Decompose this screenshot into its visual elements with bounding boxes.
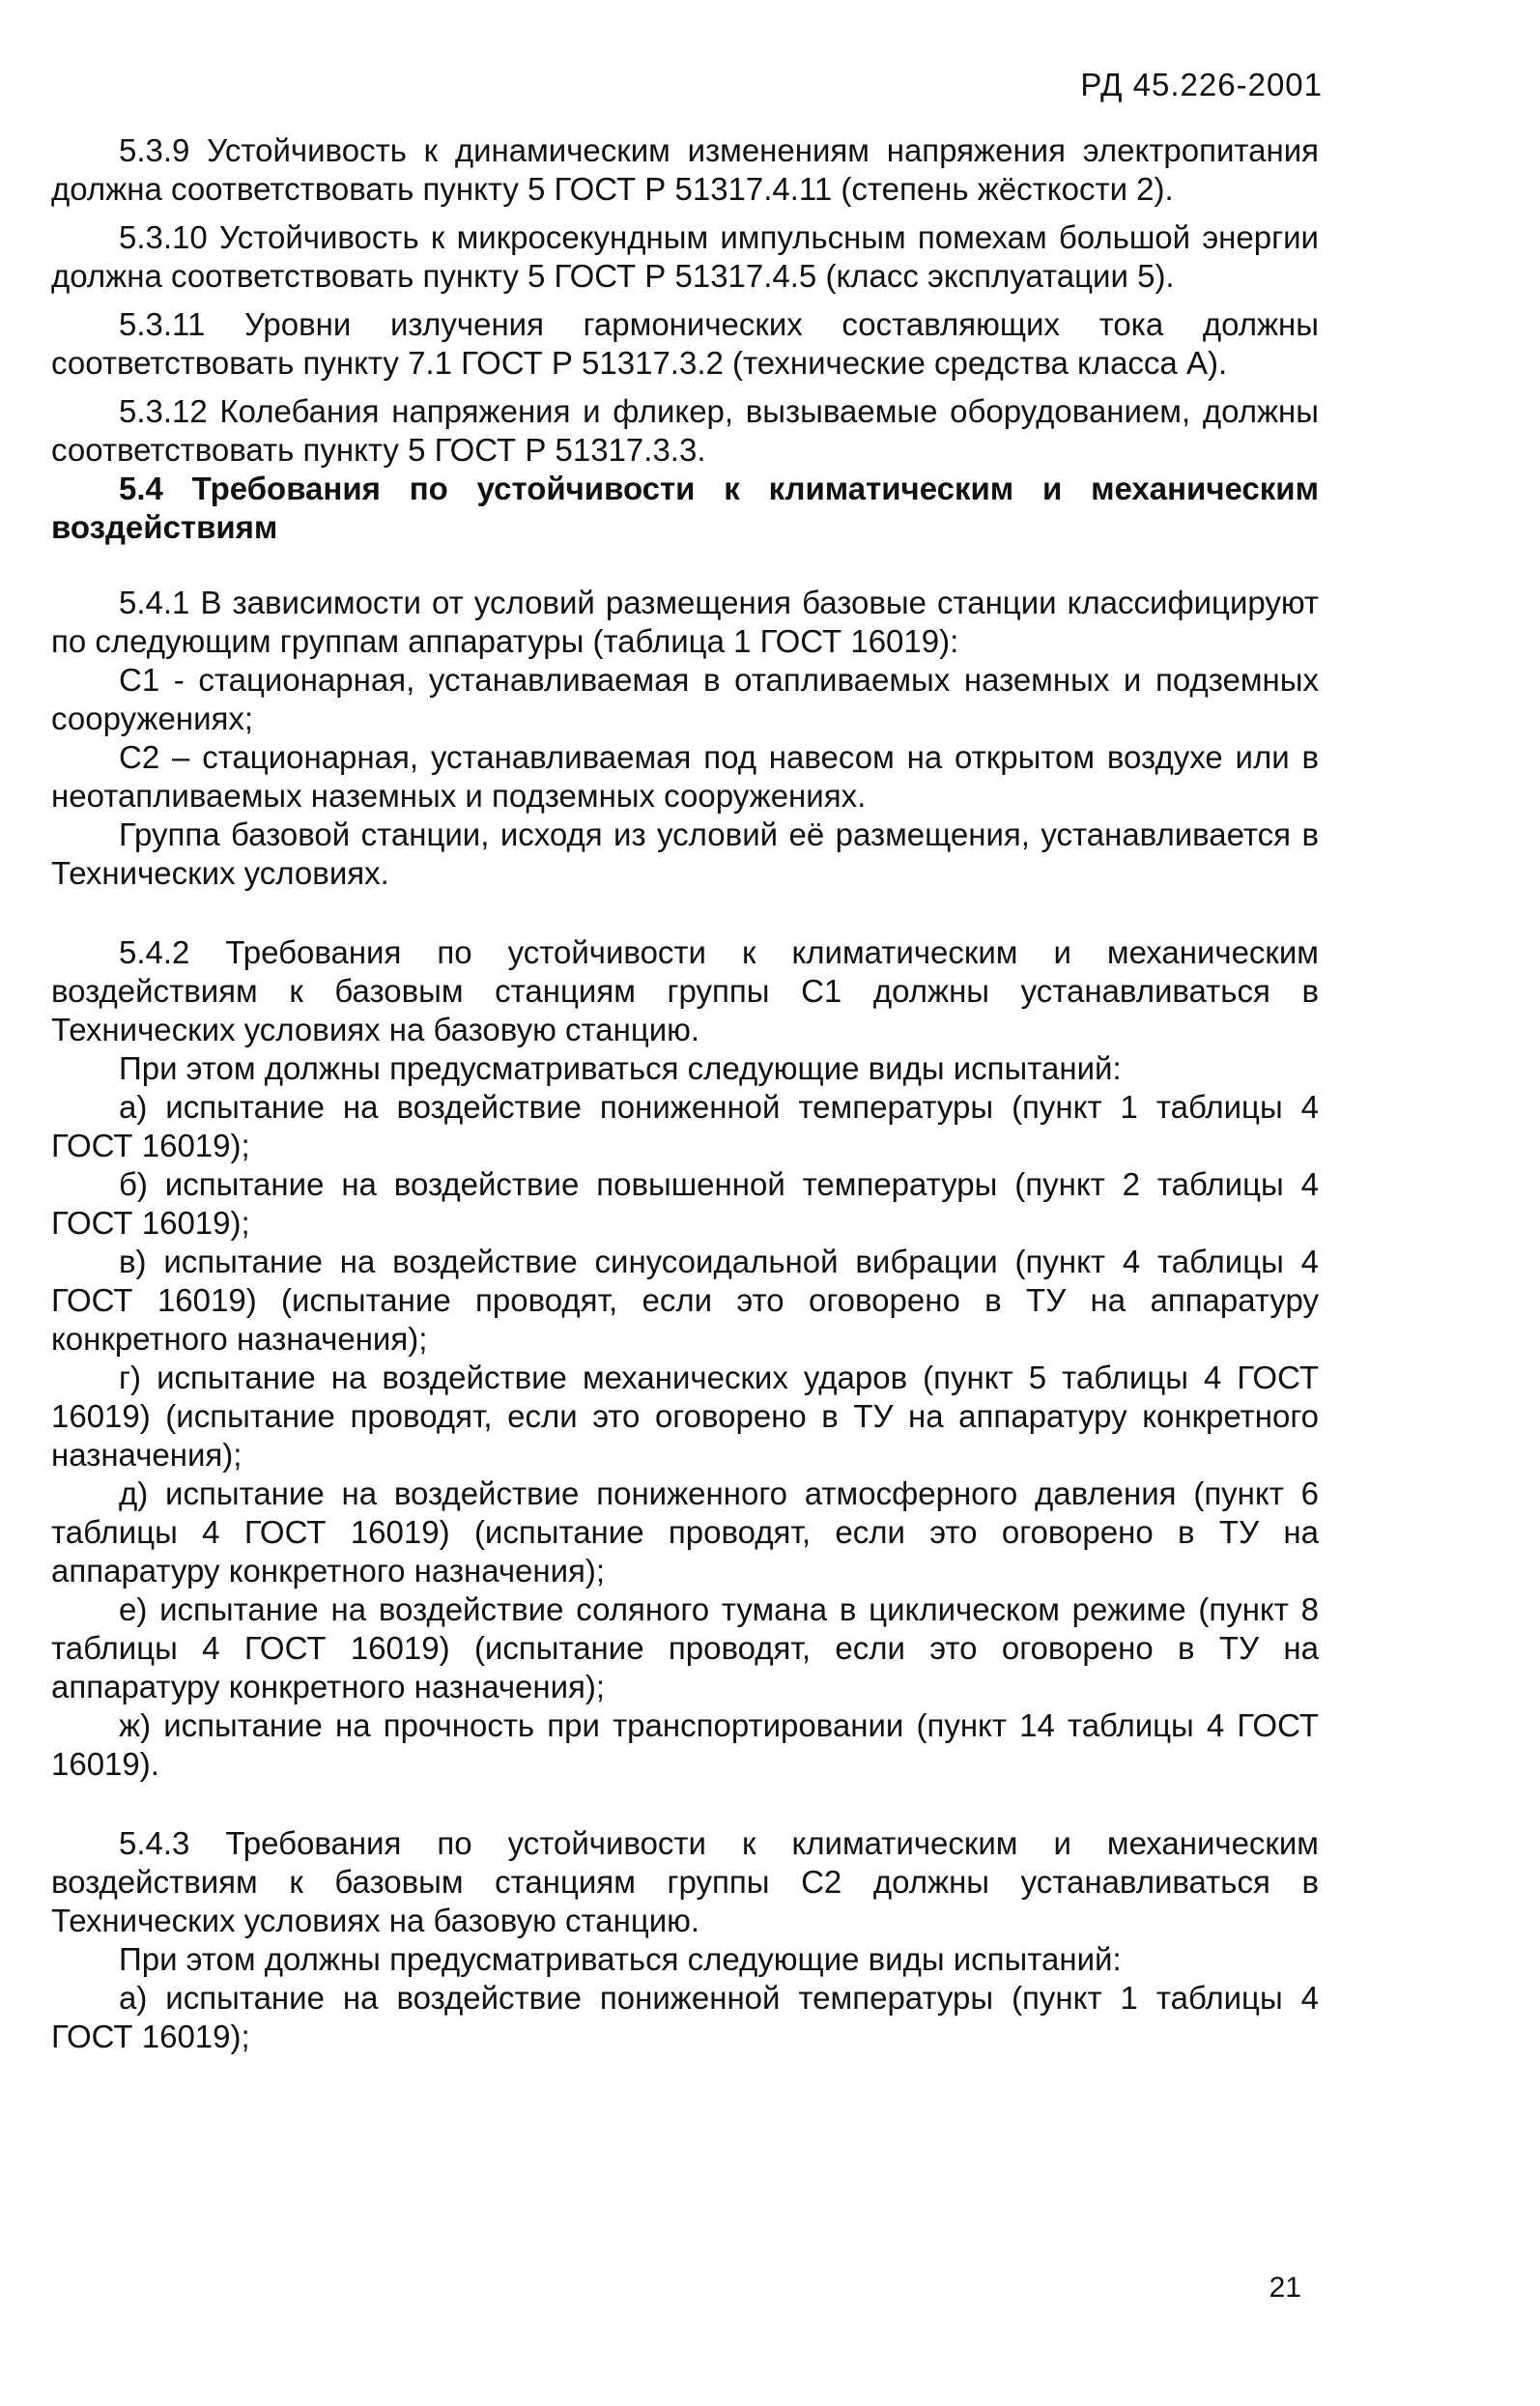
document-code: РД 45.226-2001 (1080, 67, 1323, 102)
paragraph-5-4-1: 5.4.1 В зависимости от условий размещения базовые станции классифицируют по следующим группам аппаратуры (таблица 1 ГОСТ 16019): (51, 585, 1319, 659)
paragraph-5-3-11: 5.3.11 Уровни излучения гармонических составляющих тока должны соответствовать пункту 7.1 ГОСТ Р 51317.3.2 (технические средства класса А). (51, 306, 1319, 381)
list-item-zh-1: ж) испытание на прочность при транспортировании (пункт 14 таблицы 4 ГОСТ 16019). (51, 1707, 1319, 1782)
list-item-e-1: е) испытание на воздействие соляного тумана в циклическом режиме (пункт 8 таблицы 4 ГОСТ 16019) (испытание проводят, если это оговорено в ТУ на аппаратуру конкретного назначения); (51, 1591, 1319, 1704)
list-item-b-1: б) испытание на воздействие повышенной температуры (пункт 2 таблицы 4 ГОСТ 16019); (51, 1166, 1319, 1241)
list-item-a-1: а) испытание на воздействие пониженной температуры (пункт 1 таблицы 4 ГОСТ 16019); (51, 1089, 1319, 1163)
list-item-g-1: г) испытание на воздействие механических ударов (пункт 5 таблицы 4 ГОСТ 16019) (испытание проводят, если это оговорено в ТУ на аппаратуру конкретного назначения); (51, 1360, 1319, 1473)
section-heading-5-4: 5.4 Требования по устойчивости к климатическим и механическим воздействиям (51, 471, 1319, 545)
page-content (51, 131, 1319, 2056)
paragraph-5-4-2: 5.4.2 Требования по устойчивости к климатическим и механическим воздействиям к базовым станциям группы С1 должны устанавливаться в Технических условиях на базовую станцию. (51, 934, 1319, 1047)
paragraph-5-3-9: 5.3.9 Устойчивость к динамическим изменениям напряжения электропитания должна соответствовать пункту 5 ГОСТ Р 51317.4.11 (степень жёсткости 2). (51, 132, 1319, 207)
list-item-a-2: а) испытание на воздействие пониженной температуры (пункт 1 таблицы 4 ГОСТ 16019); (51, 1980, 1319, 2054)
paragraph-group-c2: С2 – стационарная, устанавливаемая под навесом на открытом воздухе или в неотапливаемых наземных и подземных сооружениях. (51, 739, 1319, 814)
page-number: 21 (1269, 2272, 1301, 2304)
paragraph-group-c1: С1 - стационарная, устанавливаемая в отапливаемых наземных и подземных сооружениях; (51, 662, 1319, 736)
paragraph-tests-intro-1: При этом должны предусматриваться следующие виды испытаний: (119, 1050, 1122, 1086)
list-item-d-1: д) испытание на воздействие пониженного атмосферного давления (пункт 6 таблицы 4 ГОСТ 16019) (испытание проводят, если это оговорено в ТУ на аппаратуру конкретного назначения); (51, 1475, 1319, 1589)
paragraph-5-3-12: 5.3.12 Колебания напряжения и фликер, вызываемые оборудованием, должны соответствовать пункту 5 ГОСТ Р 51317.3.3. (51, 393, 1319, 468)
paragraph-5-3-10: 5.3.10 Устойчивость к микросекундным импульсным помехам большой энергии должна соответствовать пункту 5 ГОСТ Р 51317.4.5 (класс эксплуатации 5). (51, 219, 1319, 294)
paragraph-group-note: Группа базовой станции, исходя из условий её размещения, устанавливается в Технических условиях. (51, 816, 1319, 891)
list-item-v-1: в) испытание на воздействие синусоидальной вибрации (пункт 4 таблицы 4 ГОСТ 16019) (испытание проводят, если это оговорено в ТУ на аппаратуру конкретного назначения); (51, 1244, 1319, 1357)
paragraph-5-4-3: 5.4.3 Требования по устойчивости к климатическим и механическим воздействиям к базовым станциям группы С2 должны устанавливаться в Технических условиях на базовую станцию. (51, 1825, 1319, 1938)
paragraph-tests-intro-2: При этом должны предусматриваться следующие виды испытаний: (119, 1941, 1122, 1977)
